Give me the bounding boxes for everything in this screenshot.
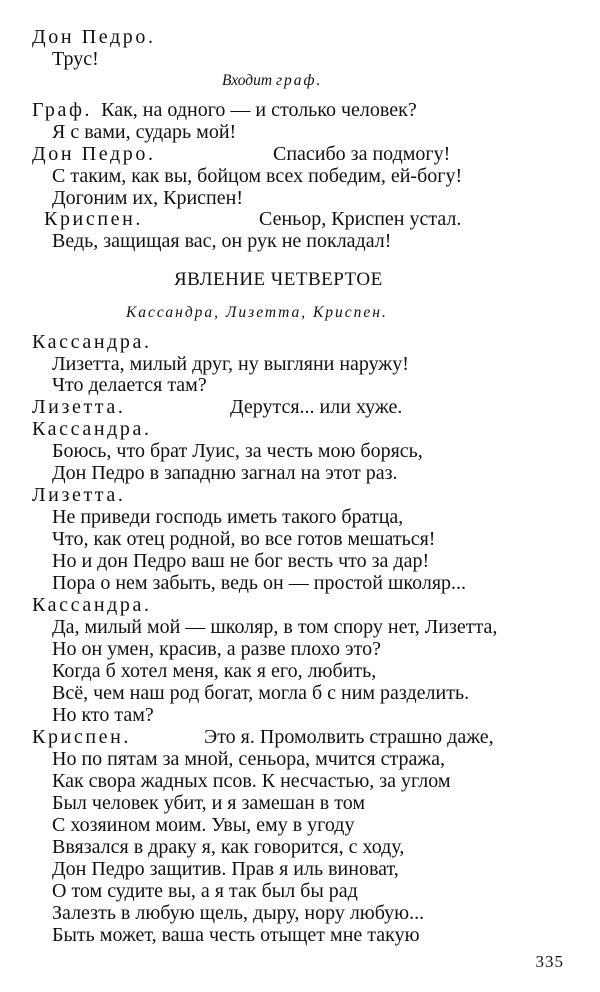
- verse-line: [52, 704, 154, 726]
- verse-line: [52, 880, 358, 902]
- verse-line: [52, 121, 236, 143]
- verse-text: Был человек убит, и я замешан в том: [52, 792, 365, 814]
- verse-text: Ввязался в драку я, как говорится, с ходу,: [52, 836, 405, 858]
- verse-text: Пора о нем забыть, ведь он — простой школяр...: [52, 572, 467, 594]
- verse-text: Но кто там?: [52, 704, 154, 726]
- verse-line: [52, 48, 99, 70]
- stage-direction-text: Входит: [222, 72, 273, 89]
- verse-line: [52, 572, 466, 594]
- verse-text: Дон Педро защитив. Прав я иль виноват,: [52, 858, 399, 880]
- scene-heading: [174, 269, 383, 291]
- speaker-line: [32, 331, 152, 353]
- speaker-line: [32, 143, 156, 165]
- verse-line: [52, 187, 243, 209]
- speaker-name: Кассандра.: [32, 418, 152, 440]
- speaker-line: [32, 594, 152, 616]
- verse-text: Но он умен, красив, а разве плохо это?: [52, 638, 381, 660]
- scene-characters: [126, 302, 388, 324]
- scene-heading-text: ЯВЛЕНИЕ ЧЕТВЕРТОЕ: [174, 269, 383, 290]
- verse-line: [52, 506, 403, 528]
- speaker-name: Лизетта.: [32, 484, 126, 506]
- verse-text: Трус!: [52, 48, 99, 70]
- verse-text: Лизетта, милый друг, ну выгляни наружу!: [52, 353, 409, 375]
- speaker-name: Кассандра.: [32, 331, 152, 353]
- verse-line: [52, 792, 365, 814]
- verse-text: Залезть в любую щель, дыру, нору любую...: [52, 902, 425, 924]
- speaker-line: [32, 26, 156, 48]
- verse-text: Всё, чем наш род богат, могла б с ним разделить.: [52, 682, 470, 704]
- speaker-line: [32, 484, 125, 506]
- verse-text: Как свора жадных псов. К несчастью, за углом: [52, 770, 451, 792]
- speaker-name: Лизетта.: [32, 396, 126, 418]
- verse-line: [52, 550, 429, 572]
- verse-line: [52, 638, 381, 660]
- verse-line: [52, 440, 423, 462]
- verse-line: [52, 230, 391, 252]
- verse-text: Что, как отец родной, во все готов мешаться!: [52, 528, 436, 550]
- verse-line: [52, 462, 398, 484]
- verse-text: Ведь, защищая вас, он рук не покладал!: [52, 230, 392, 252]
- scene-characters-text: Кассандра, Лизетта, Криспен.: [126, 304, 388, 321]
- stage-direction: [222, 70, 322, 92]
- verse-text: Спасибо за подмогу!: [273, 143, 451, 165]
- verse-line: [52, 682, 469, 704]
- verse-text: Сеньор, Криспен устал.: [259, 208, 462, 230]
- speaker-name: Дон Педро.: [32, 26, 156, 48]
- speaker-line: [44, 208, 143, 230]
- speaker-name: Кассандра.: [32, 594, 152, 616]
- verse-text: Но по пятам за мной, сеньора, мчится стража,: [52, 748, 446, 770]
- verse-line: [52, 858, 399, 880]
- verse-text: Дерутся... или хуже.: [230, 396, 403, 418]
- verse-line: [52, 353, 409, 375]
- verse-text: Как, на одного — и столько человек?: [101, 99, 417, 121]
- verse-line: [230, 396, 402, 418]
- verse-line: [52, 660, 376, 682]
- stage-direction-character: граф.: [275, 72, 323, 89]
- verse-line: [52, 616, 497, 638]
- speaker-line: [32, 99, 417, 121]
- verse-text: Я с вами, сударь мой!: [52, 121, 237, 143]
- verse-line: [52, 814, 354, 836]
- speaker-name: Криспен.: [32, 726, 132, 748]
- verse-text: С хозяином моим. Увы, ему в угоду: [52, 814, 355, 836]
- verse-line: [273, 143, 450, 165]
- verse-text: С таким, как вы, бойцом всех победим, ей-богу!: [52, 165, 463, 187]
- verse-line: [204, 726, 494, 748]
- verse-text: Что делается там?: [52, 374, 207, 396]
- verse-line: [259, 208, 461, 230]
- verse-line: [52, 770, 451, 792]
- speaker-name: Граф.: [32, 99, 93, 121]
- verse-line: [52, 748, 445, 770]
- page-number: 335: [535, 952, 564, 971]
- verse-line: [52, 528, 435, 550]
- verse-text: Но и дон Педро ваш не бог весть что за дар!: [52, 550, 430, 572]
- speaker-name: Криспен.: [44, 208, 144, 230]
- verse-text: Да, милый мой — школяр, в том спору нет, Лизетта,: [52, 616, 498, 638]
- verse-text: Дон Педро в западню загнал на этот раз.: [52, 462, 398, 484]
- verse-line: [52, 374, 207, 396]
- verse-line: [52, 165, 462, 187]
- speaker-line: [32, 726, 131, 748]
- verse-text: Когда б хотел меня, как я его, любить,: [52, 660, 377, 682]
- speaker-line: [32, 418, 152, 440]
- verse-text: О том судите вы, а я так был бы рад: [52, 880, 358, 902]
- verse-text: Это я. Промолвить страшно даже,: [204, 726, 494, 748]
- verse-line: [52, 902, 424, 924]
- speaker-line: [32, 396, 125, 418]
- verse-text: Не приведи господь иметь такого братца,: [52, 506, 404, 528]
- verse-text: Боюсь, что брат Луис, за честь мою борясь,: [52, 440, 423, 462]
- speaker-name: Дон Педро.: [32, 143, 156, 165]
- verse-text: Быть может, ваша честь отыщет мне такую: [52, 924, 420, 946]
- verse-line: [52, 924, 420, 946]
- verse-text: Догоним их, Криспен!: [52, 187, 243, 209]
- verse-line: [52, 836, 404, 858]
